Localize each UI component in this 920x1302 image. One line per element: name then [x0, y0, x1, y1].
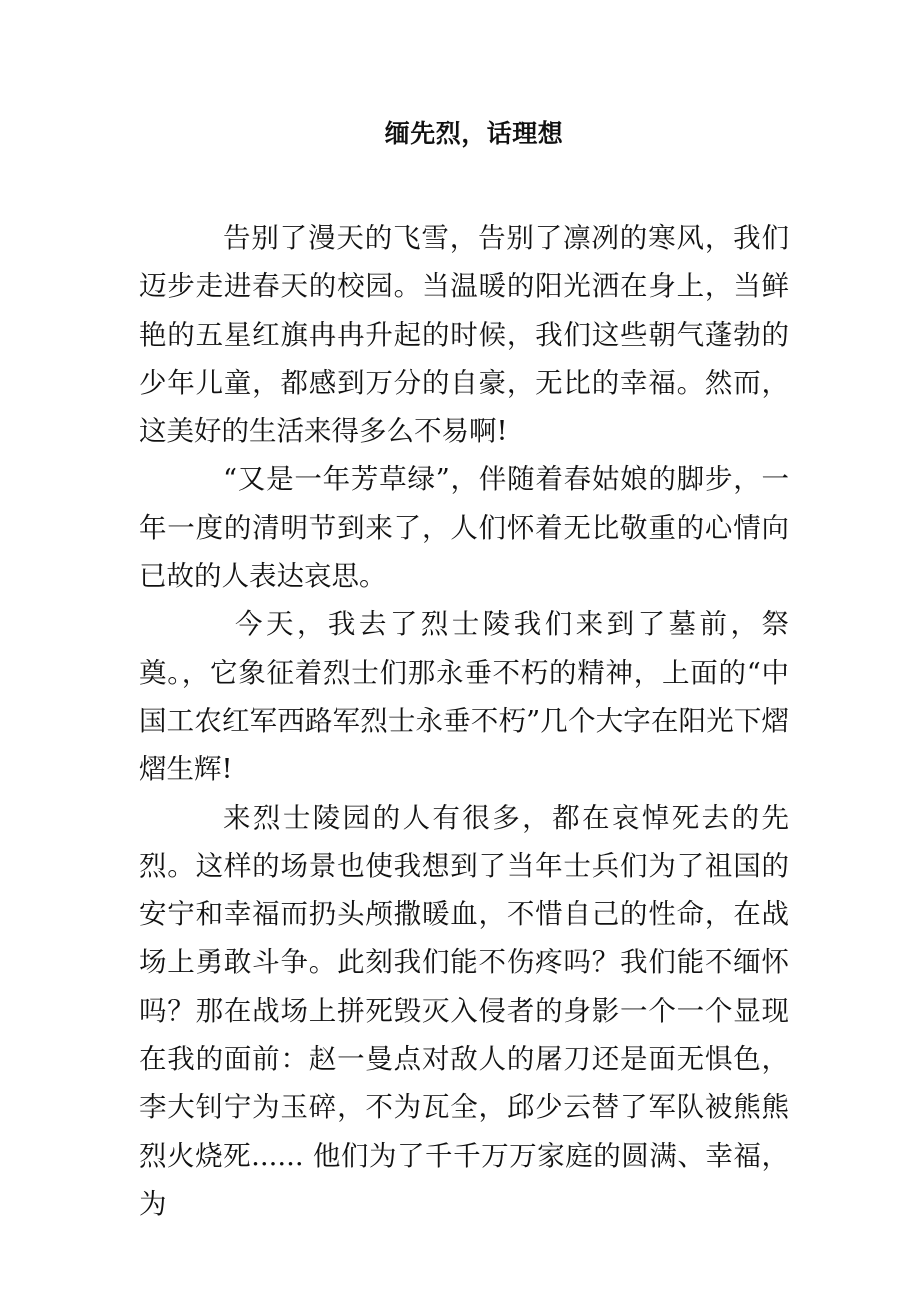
- paragraph-4: 来烈士陵园的人有很多，都在哀悼死去的先烈。这样的场景也使我想到了当年士兵们为了祖国的安宁和幸福而扔头颅撒暖血，不惜自己的性命，在战场上勇敢斗争。此刻我们能不伤疼吗？我们能不缅怀吗？那在战场上拼死毁灭入侵者的身影一个一个显现在我的面前：赵一曼点对敌人的屠刀还是面无惧色，李大钊宁为玉碎，不为瓦全，邱少云替了军队被熊熊烈火烧死...... 他们为了千千万万家庭的圆满、幸福，为: [139, 801, 789, 1220]
- document-body: [139, 214, 789, 1228]
- paragraph-1: 告别了漫天的飞雪，告别了凛冽的寒风，我们迈步走进春天的校园。当温暖的阳光洒在身上，当鲜艳的五星红旗冉冉升起的时候，我们这些朝气蓬勃的少年儿童，都感到万分的自豪，无比的幸福。然而，这美好的生活来得多么不易啊!: [139, 222, 789, 448]
- document-title: 缅先烈，话理想: [384, 119, 564, 148]
- paragraph-2: “又是一年芳草绿”，伴随着春姑娘的脚步，一年一度的清明节到来了，人们怀着无比敬重的心情向已故的人表达哀思。: [139, 463, 789, 593]
- paragraph-3: 今天，我去了烈士陵我们来到了墓前，祭奠。，它象征着烈士们那永垂不朽的精神，上面的“中国工农红军西路军烈士永垂不朽”几个大字在阳光下熠熠生辉!: [139, 608, 789, 786]
